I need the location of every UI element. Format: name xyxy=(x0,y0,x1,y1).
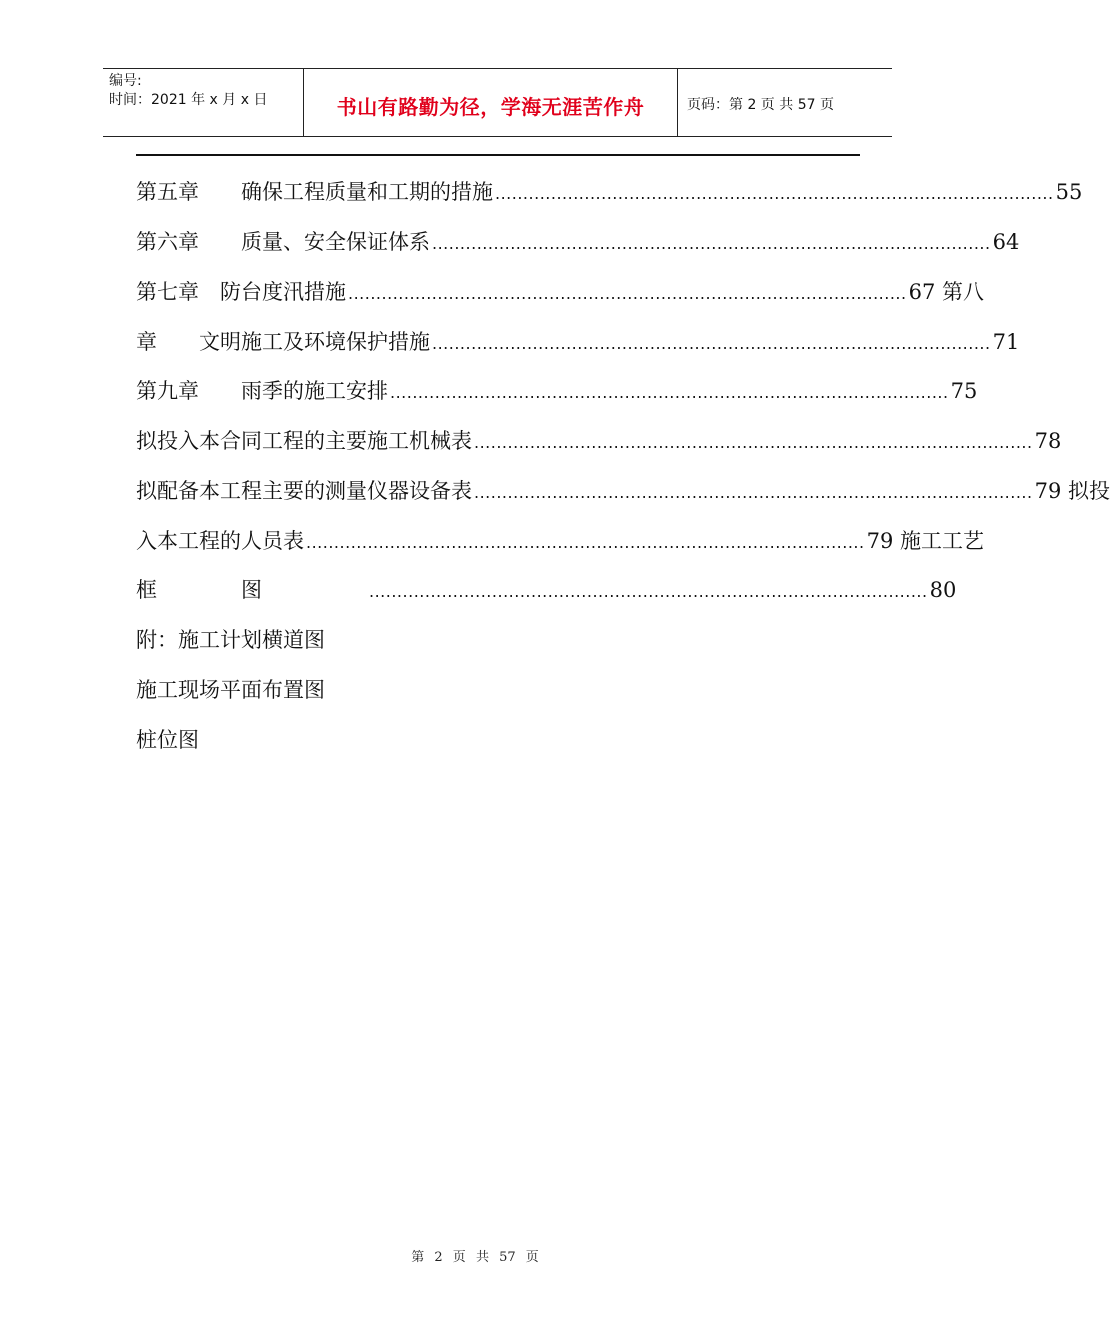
appendix-item: 附：施工计划横道图 xyxy=(136,628,325,652)
footer-gong: 共 xyxy=(475,1250,489,1265)
toc-entry[interactable] xyxy=(136,426,1062,456)
toc-entry-title: 第七章 防台度汛措施 xyxy=(136,280,346,304)
toc-entry-page: 79 拟投 xyxy=(1034,479,1110,503)
toc-leader-dots: .................................................................................................... xyxy=(432,234,991,253)
toc-entry-page: 71 xyxy=(992,330,1020,354)
toc-entry-title: 第六章 质量、安全保证体系 xyxy=(136,230,430,254)
document-time-label: 时间：2021 年 x 月 x 日 xyxy=(109,92,268,108)
footer-page-number: 2 xyxy=(434,1250,443,1265)
toc-entry-title: 入本工程的人员表 xyxy=(136,529,304,553)
toc-entry-page: 55 xyxy=(1055,180,1083,204)
toc-entry-title: 第五章 确保工程质量和工期的措施 xyxy=(136,180,493,204)
toc-entry[interactable] xyxy=(136,177,1083,207)
toc-leader-dots: .................................................................................................... xyxy=(495,184,1054,203)
toc-leader-dots: .................................................................................................... xyxy=(474,433,1033,452)
page-footer xyxy=(0,1246,950,1265)
toc-entry[interactable] xyxy=(136,376,978,406)
toc-leader-dots: .................................................................................................... xyxy=(348,284,907,303)
toc-entry-page: 75 xyxy=(950,379,978,403)
toc-leader-dots: .................................................................................................... xyxy=(306,533,865,552)
appendix-item: 桩位图 xyxy=(136,728,199,752)
toc-leader-dots: .................................................................................................... xyxy=(432,334,991,353)
toc-entry[interactable] xyxy=(136,575,957,605)
footer-di: 第 xyxy=(411,1250,425,1265)
toc-entry-title: 章 文明施工及环境保护措施 xyxy=(136,330,430,354)
horizontal-rule xyxy=(136,154,860,156)
toc-entry-page: 80 xyxy=(929,578,957,602)
toc-entry-page: 78 xyxy=(1034,429,1062,453)
footer-total-pages: 57 xyxy=(499,1250,516,1265)
toc-entry[interactable] xyxy=(136,227,1020,257)
toc-entry[interactable] xyxy=(136,277,984,307)
toc-entry-page: 67 第八 xyxy=(908,280,984,304)
toc-leader-dots: .................................................................................................... xyxy=(390,383,949,402)
toc-entry-page: 79 施工工艺 xyxy=(866,529,984,553)
toc-entry[interactable] xyxy=(136,526,984,556)
toc-entry-title: 拟配备本工程主要的测量仪器设备表 xyxy=(136,479,472,503)
toc-leader-dots: .................................................................................................... xyxy=(369,582,928,601)
toc-leader-dots: .................................................................................................... xyxy=(474,483,1033,502)
toc-entry[interactable] xyxy=(136,476,1110,506)
toc-entry-title: 拟投入本合同工程的主要施工机械表 xyxy=(136,429,472,453)
toc-entry[interactable] xyxy=(136,327,1020,357)
footer-ye: 页 xyxy=(452,1250,466,1265)
header-meta xyxy=(109,72,267,110)
footer-ye2: 页 xyxy=(525,1250,539,1265)
page-header xyxy=(103,68,892,137)
toc-entry-title: 第九章 雨季的施工安排 xyxy=(136,379,388,403)
toc-entry-title: 框 图 xyxy=(136,578,367,602)
header-motto: 书山有路勤为径，学海无涯苦作舟 xyxy=(336,95,645,119)
document-number-label: 编号: xyxy=(109,73,142,89)
header-page-label: 页码：第 2 页 共 57 页 xyxy=(687,97,834,113)
header-divider xyxy=(677,69,678,136)
toc-entry-page: 64 xyxy=(992,230,1020,254)
appendix-item: 施工现场平面布置图 xyxy=(136,678,325,702)
